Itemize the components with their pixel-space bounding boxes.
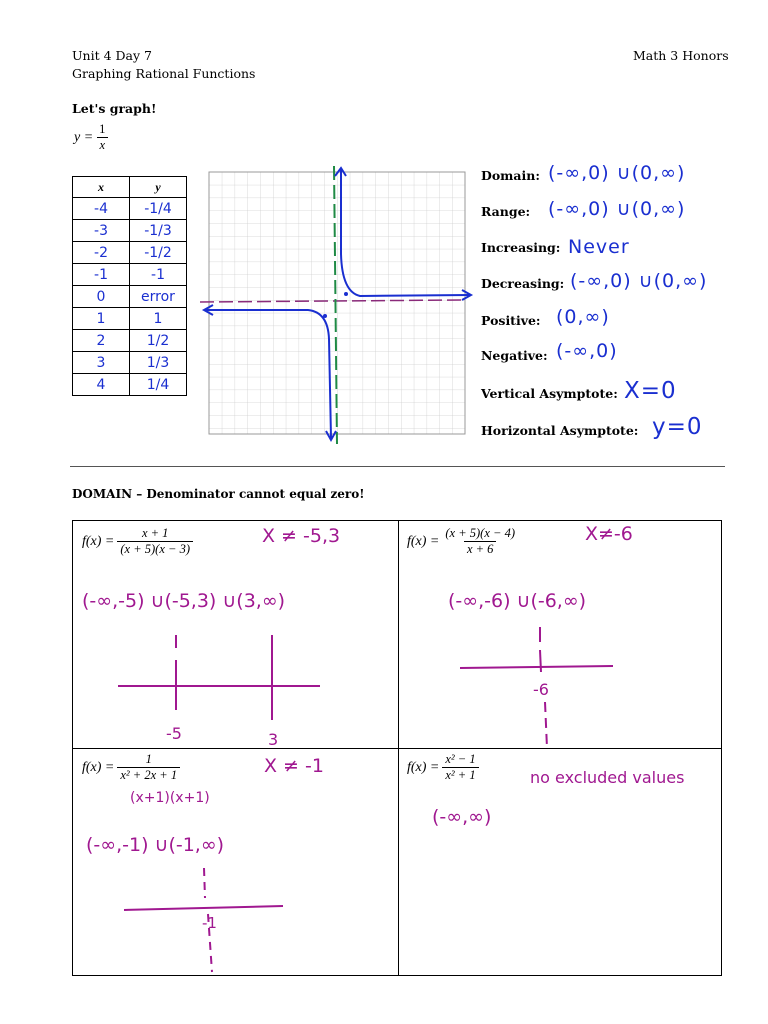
table-row [73,264,187,286]
table-row [73,330,187,352]
problem-4-numerator: x² − 1 [445,752,476,766]
x-cell: 3 [73,352,130,374]
horizontal-asymptote-answer: y=0 [652,414,703,440]
main-function [74,122,108,153]
vertical-asymptote-answer: X=0 [624,378,677,404]
problem-2-function [407,526,518,557]
table-row [73,286,187,308]
point [323,314,327,318]
range-label: Range: [481,204,531,219]
domain-label: Domain: [481,168,540,183]
problem-1-denominator: (x + 5)(x − 3) [117,541,193,557]
table-row [73,308,187,330]
problem-1-excluded: X ≠ -5,3 [262,525,341,547]
increasing-label: Increasing: [481,240,561,255]
decreasing-label: Decreasing: [481,276,565,291]
table-row [73,242,187,264]
y-cell: error [130,286,187,308]
problem-1-mark-a: -5 [166,724,182,743]
problem-1-mark-b: 3 [268,730,279,749]
decreasing-answer: (-∞,0) ∪(0,∞) [570,270,708,292]
x-cell: 1 [73,308,130,330]
x-cell: -4 [73,198,130,220]
x-cell: 4 [73,374,130,396]
table-header-y: y [130,177,187,198]
problem-3-denominator: x² + 2x + 1 [117,767,180,783]
negative-label: Negative: [481,348,548,363]
problem-4-interval: (-∞,∞) [432,806,492,828]
problem-3-numerator: 1 [145,752,152,766]
problem-1-lhs: f(x) = [82,533,115,549]
problem-2-mark: -6 [533,680,549,699]
xy-table [72,176,187,396]
vertical-asymptote-label: Vertical Asymptote: [481,386,618,401]
problem-3-mark: -1 [202,914,217,932]
x-cell: 0 [73,286,130,308]
x-cell: -2 [73,242,130,264]
course-label: Math 3 Honors [633,48,729,63]
problem-2-numerator: (x + 5)(x − 4) [445,526,515,540]
horizontal-asymptote-label: Horizontal Asymptote: [481,423,639,438]
x-cell: -3 [73,220,130,242]
problem-2-lhs: f(x) = [407,533,440,549]
y-cell: 1/3 [130,352,187,374]
prompt-label: Let's graph! [72,101,157,116]
x-cell: -1 [73,264,130,286]
increasing-answer: Never [568,236,630,258]
y-cell: 1/4 [130,374,187,396]
positive-answer: (0,∞) [556,306,610,328]
problem-1-function [82,526,193,557]
problem-4-excluded: no excluded values [530,768,685,787]
x-cell: 2 [73,330,130,352]
y-cell: -1/2 [130,242,187,264]
unit-label: Unit 4 Day 7 [72,48,152,63]
problem-3-lhs: f(x) = [82,759,115,775]
domain-answer: (-∞,0) ∪(0,∞) [548,162,686,184]
y-cell: -1/3 [130,220,187,242]
main-function-denominator: x [97,137,109,153]
table-row [73,198,187,220]
y-cell: -1 [130,264,187,286]
problem-2-denominator: x + 6 [464,541,496,557]
table-row [73,220,187,242]
problem-3-interval: (-∞,-1) ∪(-1,∞) [86,834,225,856]
problem-4-lhs: f(x) = [407,759,440,775]
range-answer: (-∞,0) ∪(0,∞) [548,198,686,220]
table-row [73,374,187,396]
problem-1-numerator: x + 1 [141,526,169,540]
section-divider [70,466,725,467]
y-cell: 1/2 [130,330,187,352]
y-cell: -1/4 [130,198,187,220]
problem-2-interval: (-∞,-6) ∪(-6,∞) [448,590,587,612]
domain-section-title: DOMAIN – Denominator cannot equal zero! [72,487,365,501]
problem-1-interval: (-∞,-5) ∪(-5,3) ∪(3,∞) [82,590,286,612]
main-function-numerator: 1 [99,122,106,136]
negative-answer: (-∞,0) [556,340,618,362]
table-row [73,352,187,374]
problem-3-excluded: X ≠ -1 [264,755,324,777]
point [344,292,348,296]
problem-3-factored: (x+1)(x+1) [130,790,210,806]
problem-2-excluded: X≠-6 [585,523,633,545]
table-header-x: x [73,177,130,198]
reciprocal-graph [200,164,476,444]
main-function-lhs: y = [74,129,94,145]
positive-label: Positive: [481,313,541,328]
problem-4-function [407,752,479,783]
problem-3-function [82,752,180,783]
problem-1-number-line [110,630,330,750]
y-cell: 1 [130,308,187,330]
problem-4-denominator: x² + 1 [442,767,478,783]
topic-label: Graphing Rational Functions [72,66,256,81]
